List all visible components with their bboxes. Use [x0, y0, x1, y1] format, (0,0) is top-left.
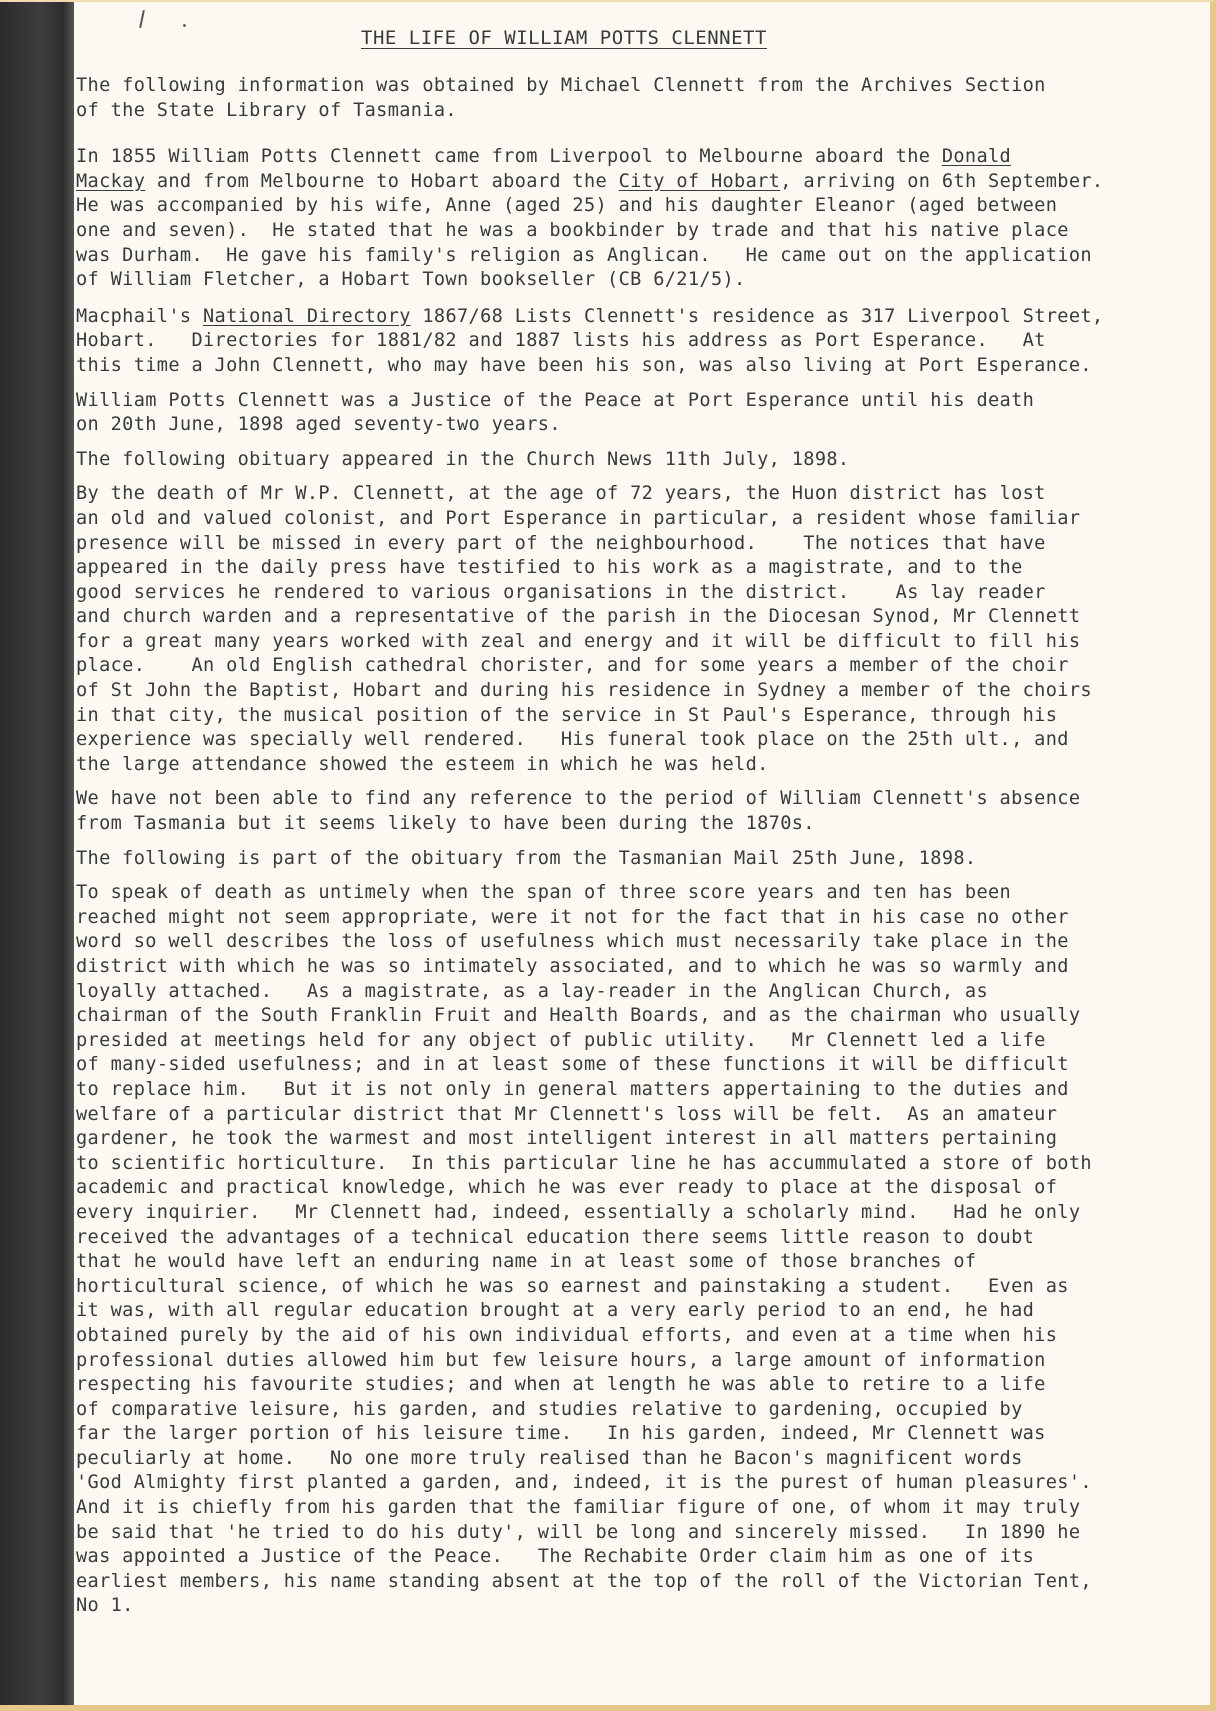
text-line: far the larger portion of his leisure time. In his garden, indeed, Mr Clennett was [76, 1423, 1046, 1445]
text-line: this time a John Clennett, who may have been his son, was also living at Port Esperance. [76, 354, 1092, 376]
paragraph-tasmanian-mail-obituary [76, 881, 1196, 1619]
text-line: be said that 'he tried to do his duty', will be long and sincerely missed. In 1890 he [76, 1521, 1081, 1543]
text-line: experience was specially well rendered. His funeral took place on the 25th ult., and [76, 729, 1069, 751]
paragraph-intro [76, 74, 1196, 123]
text-line: The following is part of the obituary from the Tasmanian Mail 25th June, 1898. [76, 847, 977, 869]
text-line: of St John the Baptist, Hobart and during his residence in Sydney a member of the choirs [76, 680, 1092, 702]
text-line: and church warden and a representative of the parish in the Diocesan Synod, Mr Clennett [76, 606, 1081, 628]
text-line [76, 170, 1196, 195]
text-fragment: In 1855 William Potts Clennett came from Liverpool to Melbourne aboard the [76, 146, 942, 168]
text-line: welfare of a particular district that Mr Clennett's loss will be felt. As an amateur [76, 1103, 1058, 1125]
paragraph-absence [76, 787, 1196, 836]
text-line: reached might not seem appropriate, were it not for the fact that in his case no other [76, 906, 1069, 928]
text-line: to replace him. But it is not only in general matters appertaining to the duties and [76, 1078, 1069, 1100]
text-line: of many-sided usefulness; and in at least some of these functions it will be difficult [76, 1054, 1069, 1076]
text-line: 'God Almighty first planted a garden, and, indeed, it is the purest of human pleasures'. [76, 1472, 1092, 1494]
text-line: earliest members, his name standing absent at the top of the roll of the Victorian Tent, [76, 1570, 1092, 1592]
text-line: of the State Library of Tasmania. [76, 99, 457, 121]
text-line: Hobart. Directories for 1881/82 and 1887 lists his address as Port Esperance. At [76, 330, 1046, 352]
text-line: received the advantages of a technical education there seems little reason to doubt [76, 1226, 1035, 1248]
text-line: And it is chiefly from his garden that the familiar figure of one, of whom it may truly [76, 1497, 1081, 1519]
document-title: THE LIFE OF WILLIAM POTTS CLENNETT [361, 27, 767, 49]
text-line: district with which he was so intimately associated, and to which he was so warmly and [76, 956, 1069, 977]
text-line: academic and practical knowledge, which he was ever ready to place at the disposal of [76, 1177, 1058, 1199]
text-line: To speak of death as untimely when the span of three score years and ten has been [76, 882, 1012, 904]
ship-name-city-of-hobart: City of Hobart [618, 170, 781, 192]
text-line: The following information was obtained by Michael Clennett from the Archives Section [76, 75, 1046, 96]
text-line: good services he rendered to various organisations in the district. As lay reader [76, 581, 1046, 603]
text-line: loyally attached. As a magistrate, as a lay-reader in the Anglican Church, as [76, 980, 989, 1002]
text-line: of William Fletcher, a Hobart Town bookseller (CB 6/21/5). [76, 269, 746, 291]
text-line: an old and valued colonist, and Port Esperance in particular, a resident whose familiar [76, 507, 1081, 529]
text-line: chairman of the South Franklin Fruit and Health Boards, and as the chairman who usually [76, 1005, 1081, 1027]
ship-name-mackay: Mackay [76, 170, 146, 192]
text-line: from Tasmania but it seems likely to have been during the 1870s. [76, 813, 815, 835]
book-title-national-directory: National Directory [203, 305, 411, 327]
text-line [76, 145, 1196, 170]
text-line: We have not been able to find any reference to the period of William Clennett's absence [76, 788, 1081, 810]
text-fragment: and from Melbourne to Hobart aboard the [145, 170, 619, 192]
text-line: gardener, he took the warmest and most intelligent interest in all matters pertaining [76, 1128, 1058, 1150]
text-fragment: 1867/68 Lists Clennett's residence as 317 Liverpool Street, [410, 305, 1104, 327]
text-fragment: Macphail's [76, 305, 203, 327]
text-line: He was accompanied by his wife, Anne (aged 25) and his daughter Eleanor (aged between [76, 195, 1058, 217]
text-line: respecting his favourite studies; and when at length he was able to retire to a life [76, 1374, 1046, 1396]
paragraph-directory [76, 305, 1196, 379]
text-line: every inquirier. Mr Clennett had, indeed, essentially a scholarly mind. Had he only [76, 1201, 1081, 1223]
text-line: it was, with all regular education brought at a very early period to an end, he had [76, 1300, 1035, 1322]
text-line: word so well describes the loss of usefulness which must necessarily take place in the [76, 931, 1069, 953]
ship-name-donald: Donald [941, 146, 1012, 168]
text-line: presided at meetings held for any object of public utility. Mr Clennett led a life [76, 1029, 1046, 1051]
text-line: the large attendance showed the esteem in which he was held. [76, 753, 769, 775]
text-line [76, 305, 1196, 330]
paragraph-justice [76, 389, 1196, 438]
text-line: was appointed a Justice of the Peace. The Rechabite Order claim him as one of its [76, 1546, 1035, 1568]
text-line: on 20th June, 1898 aged seventy-two years. [76, 414, 561, 436]
text-fragment: , arriving on 6th September. [780, 170, 1104, 192]
text-line: horticultural science, of which he was so earnest and painstaking a student. Even as [76, 1275, 1069, 1297]
text-line: appeared in the daily press have testified to his work as a magistrate, and to the [76, 557, 1023, 579]
paragraph-arrival [76, 145, 1196, 293]
text-line: was Durham. He gave his family's religion as Anglican. He came out on the application [76, 244, 1092, 266]
document-body [76, 20, 1196, 1619]
text-line: presence will be missed in every part of the neighbourhood. The notices that have [76, 532, 1046, 554]
text-line: obtained purely by the aid of his own individual efforts, and even at a time when his [76, 1324, 1058, 1346]
text-line: of comparative leisure, his garden, and studies relative to gardening, occupied by [76, 1398, 1023, 1420]
text-line: place. An old English cathedral chorister, and for some years a member of the choir [76, 655, 1069, 677]
text-line: By the death of Mr W.P. Clennett, at the age of 72 years, the Huon district has lost [76, 483, 1046, 505]
text-line: William Potts Clennett was a Justice of the Peace at Port Esperance until his death [76, 389, 1035, 411]
text-line: peculiarly at home. No one more truly realised than he Bacon's magnificent words [76, 1447, 1023, 1469]
text-line: professional duties allowed him but few leisure hours, a large amount of information [76, 1349, 1046, 1371]
text-line: that he would have left an enduring name in at least some of those branches of [76, 1251, 977, 1273]
text-line: The following obituary appeared in the Church News 11th July, 1898. [76, 448, 850, 470]
binding-spine [0, 2, 74, 1705]
text-line: for a great many years worked with zeal and energy and it will be difficult to fill his [76, 630, 1081, 652]
text-line: to scientific horticulture. In this particular line he has accummulated a store of both [76, 1152, 1092, 1174]
paragraph-church-news-obituary [76, 482, 1196, 777]
text-line: in that city, the musical position of the service in St Paul's Esperance, through his [76, 704, 1058, 726]
paragraph-church-news-intro [76, 448, 1196, 473]
paragraph-tasmanian-mail-intro [76, 847, 1196, 872]
text-line: one and seven). He stated that he was a bookbinder by trade and that his native place [76, 219, 1069, 241]
text-line: No 1. [76, 1595, 134, 1617]
